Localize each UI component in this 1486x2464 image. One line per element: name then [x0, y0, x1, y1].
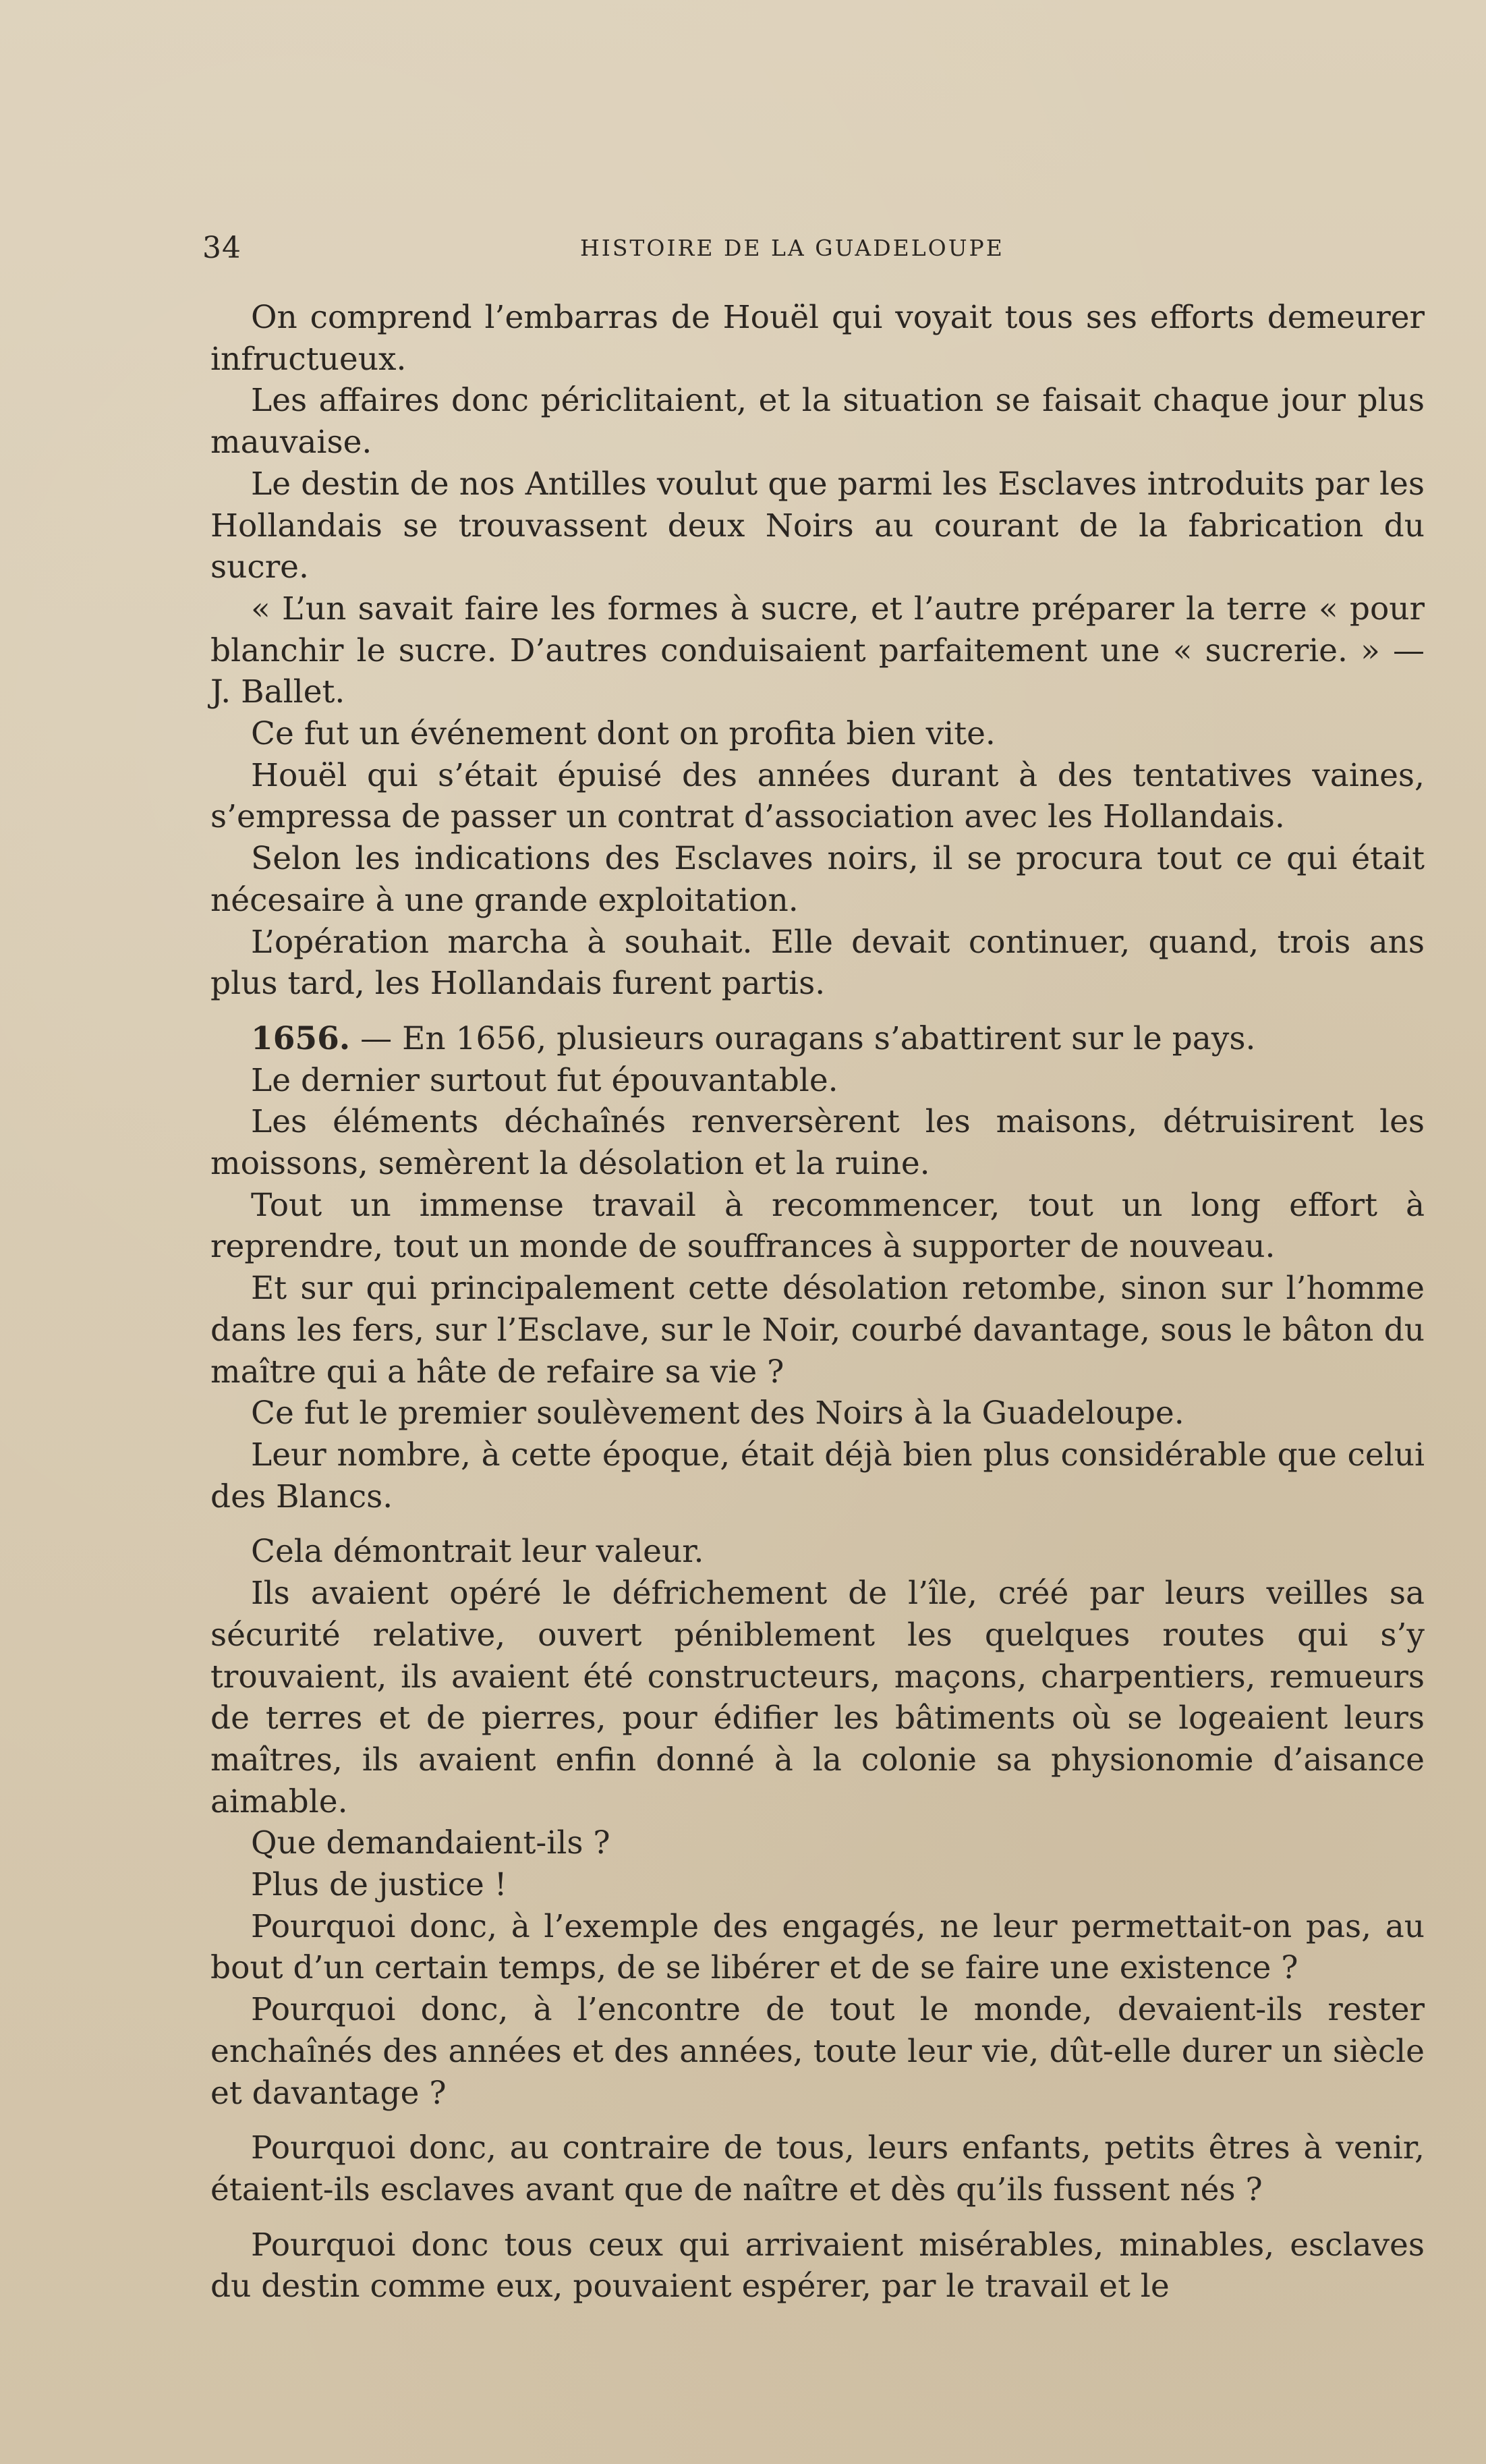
paragraph: Ils avaient opéré le défrichement de l’île, créé par leurs veilles sa sécurité relative, ouvert péniblement les quelques routes qui s’y trouvaient, ils avaient été constructeurs, maçons, charpentiers, remueurs de terres et de pierres, pour édifier les bâtiments où se logeaient leurs maîtres, ils avaient enfin donné à la colonie sa physionomie d’aisance aimable. [210, 1575, 1425, 1820]
year-label: 1656. [251, 1019, 351, 1057]
paragraph-1656 [210, 1018, 1425, 1060]
paragraph: Pourquoi donc, à l’exemple des engagés, ne leur permettait-on pas, au bout d’un certain temps, de se libérer et de se faire une existence ? [210, 1907, 1425, 1987]
paragraph: Selon les indications des Esclaves noirs, il se procura tout ce qui était nécesaire à une grande exploitation. [210, 840, 1425, 919]
paragraph: Cela démontrait leur valeur. [251, 1533, 704, 1571]
paragraph: Le dernier surtout fut épouvantable. [251, 1061, 838, 1099]
page-header [202, 231, 1423, 264]
paragraph: Le destin de nos Antilles voulut que parmi les Esclaves introduits par les Hollandais se trouvassent deux Noirs au courant de la fabrication du sucre. [210, 465, 1425, 586]
paragraph: Leur nombre, à cette époque, était déjà bien plus considérable que celui des Blancs. [210, 1436, 1425, 1515]
paragraph: Plus de justice ! [251, 1866, 507, 1904]
paragraph: Ce fut un événement dont on profita bien vite. [251, 715, 996, 753]
paragraph: Les affaires donc périclitaient, et la situation se faisait chaque jour plus mauvaise. [210, 382, 1425, 461]
paragraph: Ce fut le premier soulèvement des Noirs à la Guadeloupe. [251, 1395, 1184, 1432]
paragraph: Houël qui s’était épuisé des années durant à des tentatives vaines, s’empressa de passer un contrat d’association avec les Hollandais. [210, 756, 1425, 836]
paragraph: Et sur qui principalement cette désolation retombe, sinon sur l’homme dans les fers, sur l’Esclave, sur le Noir, courbé davantage, sous le bâton du maître qui a hâte de refaire sa vie ? [210, 1270, 1425, 1391]
paragraph: Pourquoi donc, à l’encontre de tout le monde, devaient-ils rester enchaînés des années et des années, toute leur vie, dût-elle durer un siècle et davantage ? [210, 1991, 1425, 2112]
paragraph: « L’un savait faire les formes à sucre, et l’autre préparer la terre « pour blanchir le sucre. D’autres conduisaient parfaitement une « sucrerie. » — J. Ballet. [210, 590, 1425, 711]
paragraph: Que demandaient-ils ? [251, 1824, 610, 1862]
paragraph: Tout un immense travail à recommencer, tout un long effort à reprendre, tout un monde de souffrances à supporter de nouveau. [210, 1186, 1425, 1266]
paragraph: L’opération marcha à souhait. Elle devait continuer, quand, trois ans plus tard, les Hollandais furent partis. [210, 923, 1425, 1003]
paragraph: Les éléments déchaînés renversèrent les maisons, détruisirent les moissons, semèrent la désolation et la ruine. [210, 1103, 1425, 1183]
paragraph: On comprend l’embarras de Houël qui voyait tous ses efforts demeurer infructueux. [210, 299, 1425, 378]
body-text [210, 297, 1425, 2307]
page-number: 34 [202, 231, 241, 265]
running-title: HISTOIRE DE LA GUADELOUPE [580, 235, 1004, 261]
paragraph: Pourquoi donc tous ceux qui arrivaient misérables, minables, esclaves du destin comme eux, pouvaient espérer, par le travail et le [210, 2226, 1425, 2305]
paragraph-text: — En 1656, plusieurs ouragans s’abattirent sur le pays. [350, 1019, 1256, 1057]
paragraph: Pourquoi donc, au contraire de tous, leurs enfants, petits êtres à venir, étaient-ils esclaves avant que de naître et dès qu’ils fussent nés ? [210, 2129, 1425, 2208]
